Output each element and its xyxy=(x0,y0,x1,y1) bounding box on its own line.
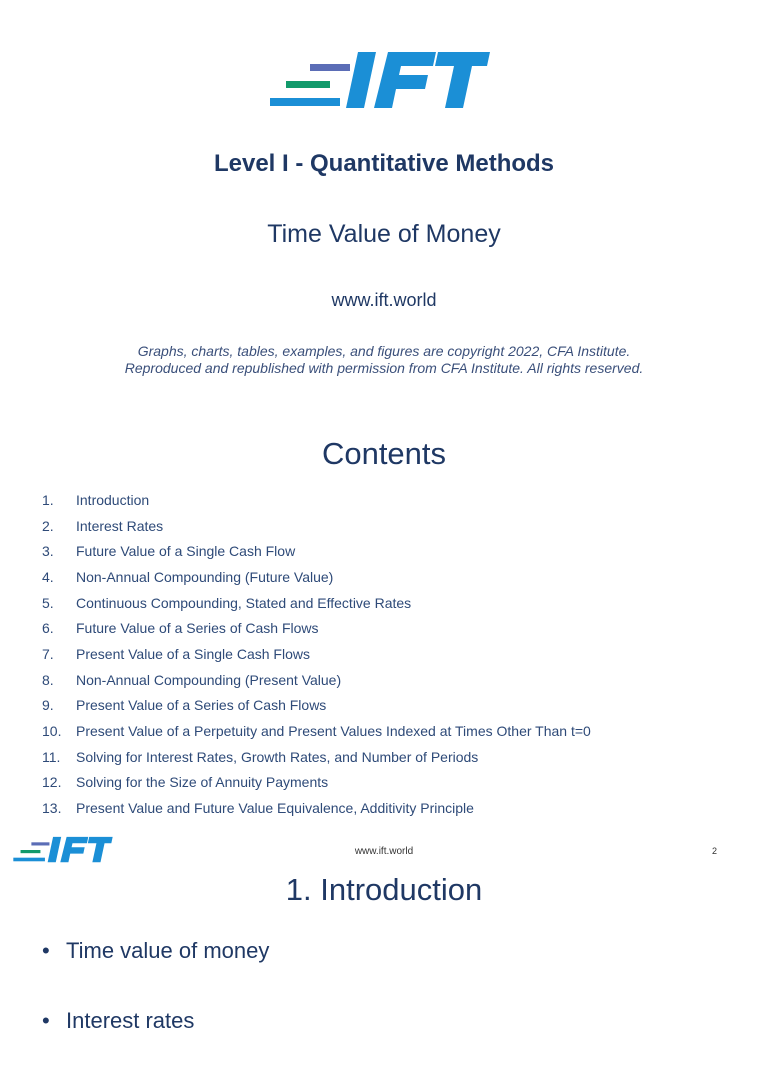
contents-item[interactable]: 2. Interest Rates xyxy=(42,517,164,534)
level-title: Level I - Quantitative Methods xyxy=(213,150,555,177)
contents-item[interactable]: 7. Present Value of a Single Cash Flows xyxy=(42,645,310,662)
ift-footer-logo xyxy=(12,836,114,864)
bullet-item: • Interest rates xyxy=(42,1008,195,1033)
contents-item[interactable]: 10. Present Value of a Perpetuity and Present Values Indexed at Times Other Than t=0 xyxy=(42,723,591,740)
page-number: 2 xyxy=(712,846,718,856)
copyright-line-2: Reproduced and republished with permission from CFA Institute. All rights reserved. xyxy=(124,360,644,376)
contents-item[interactable]: 3. Future Value of a Single Cash Flow xyxy=(42,543,296,560)
bullet-list xyxy=(42,938,269,1078)
contents-title: Contents xyxy=(321,436,447,471)
contents-item[interactable]: 4. Non-Annual Compounding (Future Value) xyxy=(42,568,334,585)
contents-item[interactable]: 6. Future Value of a Series of Cash Flows xyxy=(42,620,319,637)
contents-item[interactable]: 5. Continuous Compounding, Stated and Effective Rates xyxy=(42,594,412,611)
contents-list xyxy=(42,487,742,821)
footer-url[interactable]: www.ift.world xyxy=(354,846,414,857)
contents-item[interactable]: 9. Present Value of a Series of Cash Flows xyxy=(42,697,327,714)
contents-item[interactable]: 12. Solving for the Size of Annuity Payments xyxy=(42,774,329,791)
site-url[interactable]: www.ift.world xyxy=(331,290,437,310)
contents-item[interactable]: 1. Introduction xyxy=(42,491,150,508)
copyright-line-1: Graphs, charts, tables, examples, and figures are copyright 2022, CFA Institute. xyxy=(137,343,631,359)
contents-item[interactable]: 8. Non-Annual Compounding (Present Value) xyxy=(42,671,342,688)
bullet-item: • Time value of money xyxy=(42,938,270,963)
ift-logo xyxy=(268,50,492,112)
contents-item[interactable]: 13. Present Value and Future Value Equivalence, Additivity Principle xyxy=(42,800,474,817)
contents-item[interactable]: 11. Solving for Interest Rates, Growth Rates, and Number of Periods xyxy=(42,748,479,765)
section-title: 1. Introduction xyxy=(285,872,483,907)
subject-title: Time Value of Money xyxy=(267,220,501,248)
copyright-notice xyxy=(0,343,768,377)
